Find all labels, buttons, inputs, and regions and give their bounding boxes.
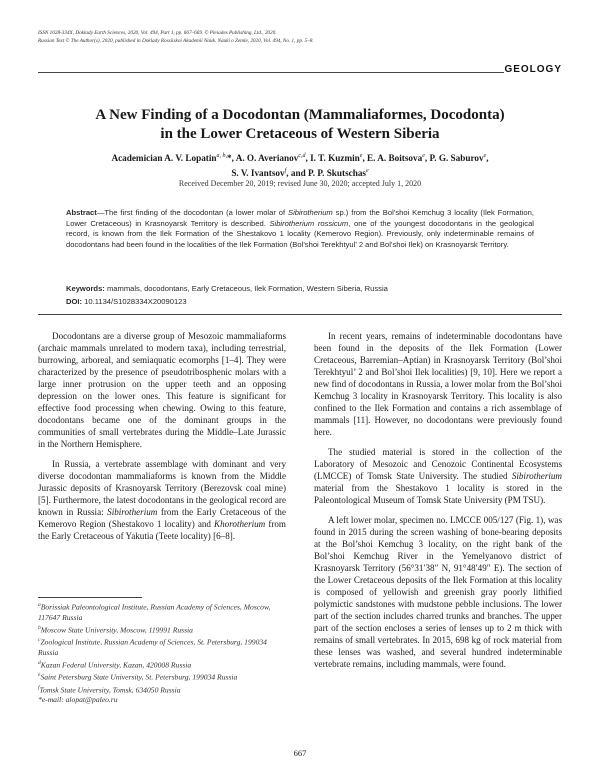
doi-link[interactable]: 10.1134/S1028334X20090123: [82, 297, 187, 306]
paragraph-text: The studied material is stored in the collection of the Laboratory of Mesozoic and Cenozoic Continental Ecosystems (LMCCE) of Tomsk State University. The studied: [314, 447, 562, 481]
affiliation-text: Moscow State University, Moscow, 119991 Russia: [40, 625, 193, 635]
abstract-text: sp.) from the Bol’shoi Kemchug 3 locality (Ilek Formation, Lower Cretaceous) in Krasnoyarsk Territory is described.: [66, 208, 534, 228]
abstract-label: Abstract: [66, 208, 97, 217]
abstract-divider: [38, 314, 562, 315]
affiliation-mark: c,d: [298, 153, 306, 159]
section-label: GEOLOGY: [504, 64, 562, 75]
article-title: [38, 106, 562, 144]
abstract-text: , one of the youngest docodontans in the geological record, is known from the Ilek Formation of the Shestakovo 1 locality (Kemerovo Region). Previously, only indeterminable remains of docodontans had been found in the localities of the Ilek Formation (Bol’shoi Terekhtyul’ 2 and Bol’shoi Ilek) on Krasnoyarsk Territory.: [66, 218, 534, 249]
page-number: 667: [293, 748, 307, 758]
affiliation-mark: e: [359, 153, 363, 159]
keywords-text: mammals, docodontans, Early Cretaceous, Ilek Formation, Western Siberia, Russia: [104, 284, 388, 293]
affiliation-mark: f: [38, 684, 40, 691]
affiliation-text: Borissiak Paleontological Institute, Russian Academy of Sciences, Moscow, 117647 Russia: [38, 602, 271, 622]
author-name: S. V. Ivantsov: [231, 168, 285, 179]
paragraph-text: In Russia, a vertebrate assemblage with dominant and very diverse docodontan mammaliaforms is known from the Middle Jurassic deposits of Krasnoyarsk Territory (Berezovsk coal mine) [5]. Furthermore, the latest docodontans in the geological record are known in Russia:: [38, 459, 286, 517]
doi-label: DOI:: [66, 297, 83, 306]
affiliation-text: Zoological Institute, Russian Academy of Sciences, St. Petersburg, 199034 Russia: [38, 637, 267, 657]
affiliation: [38, 683, 286, 696]
taxon-name: Khorotherium: [214, 519, 266, 529]
paragraph: In recent years, remains of indeterminable docodontans have been found in the deposits of the Ilek Formation (Lower Cretaceous, Barremian–Aptian) in Krasnoyarsk Territory (Bol’shoi Terekhtyul’ 2 and Bol’shoi Ilek localities) [9, 10]. Here we report a new find of docodontans in Russia, a lower molar from the Bol’shoi Kemchug 3 locality in Krasnoyarsk Territory. This locality is also confined to the Ilek Formation and contains a rich assemblage of mammals [11]. However, no docodontans were previously found here.: [314, 331, 562, 437]
footnote-rule: [38, 597, 142, 598]
paragraph-text: from the Early Cretaceous of Yakutia (Teete locality) [6–8].: [38, 519, 287, 541]
paragraph-text: material from the Shestakovo 1 locality is stored in the Paleontological Museum of Tomsk State University (PM TSU).: [314, 483, 562, 505]
affiliation: [38, 600, 286, 623]
abstract: [66, 208, 534, 250]
keywords: [66, 284, 534, 295]
affiliation-mark: d: [38, 659, 41, 666]
keywords-label: Keywords:: [66, 284, 105, 293]
abstract-text: —The first finding of the docodontan (a lower molar of: [96, 208, 289, 217]
paragraph: A left lower molar, specimen no. LMCCE 005/127 (Fig. 1), was found in 2015 during the screen washing of bone-bearing deposits at the Bol’shoi Kemchug 3 locality, on the right bank of the Bol’shoi Kemchug River in the Yemelyanovo district of Krasnoyarsk Territory (56°31′38″ N, 91°48′49″ E). The section of the Lower Cretaceous deposits of the Ilek Formation at this locality is composed of yellowish and greenish gray poorly lithified polymictic sandstones with mudstone pebble inclusions. The lower part of the section includes charred trunks and branches. The upper part of the section encloses a series of lenses up to 2 m thick with remains of small vertebrates. In 2015, 698 kg of rock material from these lenses was washed, and several hundred indeterminable vertebrate remains, including mammals, were found.: [314, 515, 562, 669]
affiliation: [38, 658, 286, 671]
section-rule: [38, 72, 504, 73]
affiliation-mark: c: [38, 637, 41, 644]
author-list: [38, 150, 562, 180]
affiliation-mark: f: [284, 168, 287, 175]
affiliation-mark: e: [366, 168, 369, 175]
corresponding-mark: *: [227, 153, 232, 164]
taxon-name: Sibirotherium: [511, 471, 562, 481]
corresponding-email[interactable]: *e-mail: alopat@paleo.ru: [38, 695, 118, 705]
author-name: , E. A. Boitsova: [362, 153, 423, 164]
affiliation: [38, 623, 286, 636]
received-dates: Received December 20, 2019; revised June 30, 2020; accepted July 1, 2020: [178, 179, 422, 188]
taxon-name: Sibirotherium: [288, 208, 333, 217]
affiliation-mark: b: [38, 624, 41, 631]
affiliation-mark: a: [38, 602, 41, 608]
taxon-name: Sibirotherium: [107, 507, 158, 517]
paragraph: Docodontans are a diverse group of Mesozoic mammaliaforms (archaic mammals unrelated to modern taxa), including terrestrial, burrowing, arboreal, and semiaquatic ecomorphs [1–4]. They were characterized by the presence of pseudotribosphenic molars with a large inner protrusion on the upper teeth and an opposing depression on the lower ones. This feature is significant for effective food processing when chewing. Owing to this feature, docodontans became one of the dominant groups in the communities of small vertebrates during the Middle–Late Jurassic in the Northern Hemisphere.: [38, 331, 286, 449]
affiliation-mark: e: [422, 153, 425, 159]
body-column-left: [38, 330, 286, 550]
affiliation-text: Kazan Federal University, Kazan, 420008 Russia: [40, 660, 192, 670]
author-name: , and P. P. Skutschas: [286, 168, 367, 179]
affiliation-text: Saint Petersburg State University, St. Petersburg, 199034 Russia: [40, 672, 238, 682]
author-name: , I. T. Kuzmin: [305, 153, 360, 164]
journal-citation: ISSN 1028-334X, Doklady Earth Sciences, 2020, Vol. 494, Part 1, pp. 667–669. © Pleiades Publishing, Ltd., 2020.: [38, 30, 277, 36]
title-line-2: in the Lower Cretaceous of Western Siberia: [160, 126, 440, 142]
affiliation: [38, 635, 286, 658]
paragraph: [314, 446, 562, 506]
author-line-1: Academician A. V. Lopatin$^{a, b,}$*, A. O. Averianov$^{c,d}$, I. T. Kuzmin$^e$, E. A. Boitsova$^e$, P. G. Saburov$^e$,: [111, 153, 489, 164]
affiliation-mark: e: [38, 672, 41, 679]
affiliation-mark: a, b,: [216, 153, 228, 159]
body-column-right: [314, 330, 562, 678]
author-line-2: [38, 165, 562, 180]
paragraph-text: from the Early Cretaceous of the Kemerovo Region (Shestakovo 1 locality) and: [38, 507, 286, 529]
title-line-1: A New Finding of a Docodontan (Mammaliaformes, Docodonta): [95, 107, 505, 123]
affiliation: [38, 670, 286, 683]
affiliations: [38, 600, 286, 705]
translation-note: Russian Text © The Author(s), 2020, published in Doklady Rossiiskoi Akademii Nauk. Nauki o Zemle, 2020, Vol. 494, No. 1, pp. 5–8.: [38, 38, 314, 44]
author-name: , A. O. Averianov: [231, 153, 299, 164]
affiliation-text: Tomsk State University, Tomsk, 634050 Russia: [39, 685, 181, 695]
paragraph: [38, 458, 286, 542]
author-name: Academician A. V. Lopatin: [111, 153, 217, 164]
doi: [66, 297, 187, 306]
author-name: , P. G. Saburov: [424, 153, 484, 164]
affiliation-mark: e: [483, 153, 487, 159]
taxon-name: Sibirotherium rossicum: [269, 218, 349, 228]
